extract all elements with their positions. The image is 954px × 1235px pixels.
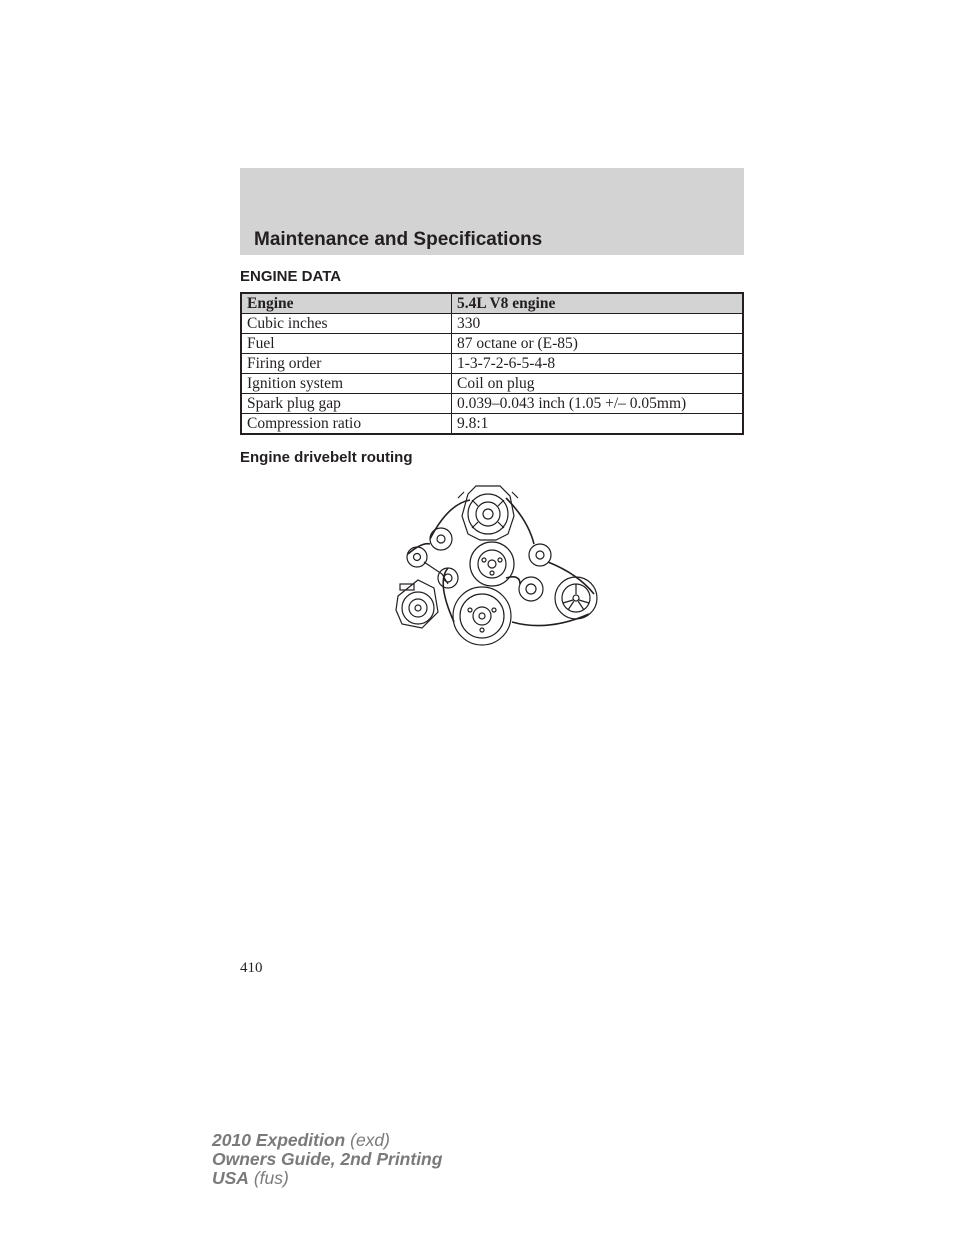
crankshaft-pulley — [453, 587, 511, 645]
table-cell-value: 330 — [452, 314, 744, 334]
table-cell-label: Compression ratio — [241, 414, 452, 435]
drivebelt-routing-diagram — [388, 482, 604, 650]
table-cell-label: Fuel — [241, 334, 452, 354]
table-row — [241, 394, 743, 414]
table-cell-label: Cubic inches — [241, 314, 452, 334]
table-cell-value: Coil on plug — [452, 374, 744, 394]
idler-pulley — [519, 577, 543, 601]
footer-line-market — [212, 1169, 442, 1188]
table-cell-value: 9.8:1 — [452, 414, 744, 435]
footer-model-name: 2010 Expedition — [212, 1130, 346, 1150]
footer-market-code: (fus) — [253, 1168, 289, 1188]
page-number: 410 — [240, 960, 263, 976]
footer-line-model — [212, 1131, 442, 1150]
engine-data-table — [240, 292, 744, 435]
page-title: Maintenance and Specifications — [254, 229, 543, 250]
idler-pulley — [438, 568, 458, 588]
alternator-pulley — [458, 486, 518, 540]
table-header-cell: 5.4L V8 engine — [452, 293, 744, 314]
idler-pulley — [529, 544, 551, 566]
section-header-band — [240, 168, 744, 255]
table-row — [241, 314, 743, 334]
table-cell-value: 0.039–0.043 inch (1.05 +/– 0.05mm) — [452, 394, 744, 414]
ac-compressor-pulley — [396, 580, 438, 628]
footer-line-guide — [212, 1150, 442, 1169]
table-row — [241, 414, 743, 435]
power-steering-pulley — [555, 577, 597, 619]
table-header-cell: Engine — [241, 293, 452, 314]
table-cell-label: Ignition system — [241, 374, 452, 394]
table-row — [241, 374, 743, 394]
table-row — [241, 354, 743, 374]
table-cell-label: Firing order — [241, 354, 452, 374]
document-footer — [212, 1131, 442, 1188]
table-cell-value: 87 octane or (E-85) — [452, 334, 744, 354]
drivebelt-routing-title: Engine drivebelt routing — [240, 449, 413, 466]
footer-guide-edition: Owners Guide, 2nd Printing — [212, 1149, 443, 1169]
table-header-row — [241, 293, 743, 314]
table-cell-value: 1-3-7-2-6-5-4-8 — [452, 354, 744, 374]
table-row — [241, 334, 743, 354]
tensioner-pulley — [407, 547, 448, 584]
water-pump-pulley — [470, 542, 514, 586]
idler-pulley — [430, 528, 452, 550]
table-cell-label: Spark plug gap — [241, 394, 452, 414]
section-title-engine-data: ENGINE DATA — [240, 268, 342, 285]
footer-market-name: USA — [212, 1168, 249, 1188]
footer-model-code: (exd) — [350, 1130, 390, 1150]
